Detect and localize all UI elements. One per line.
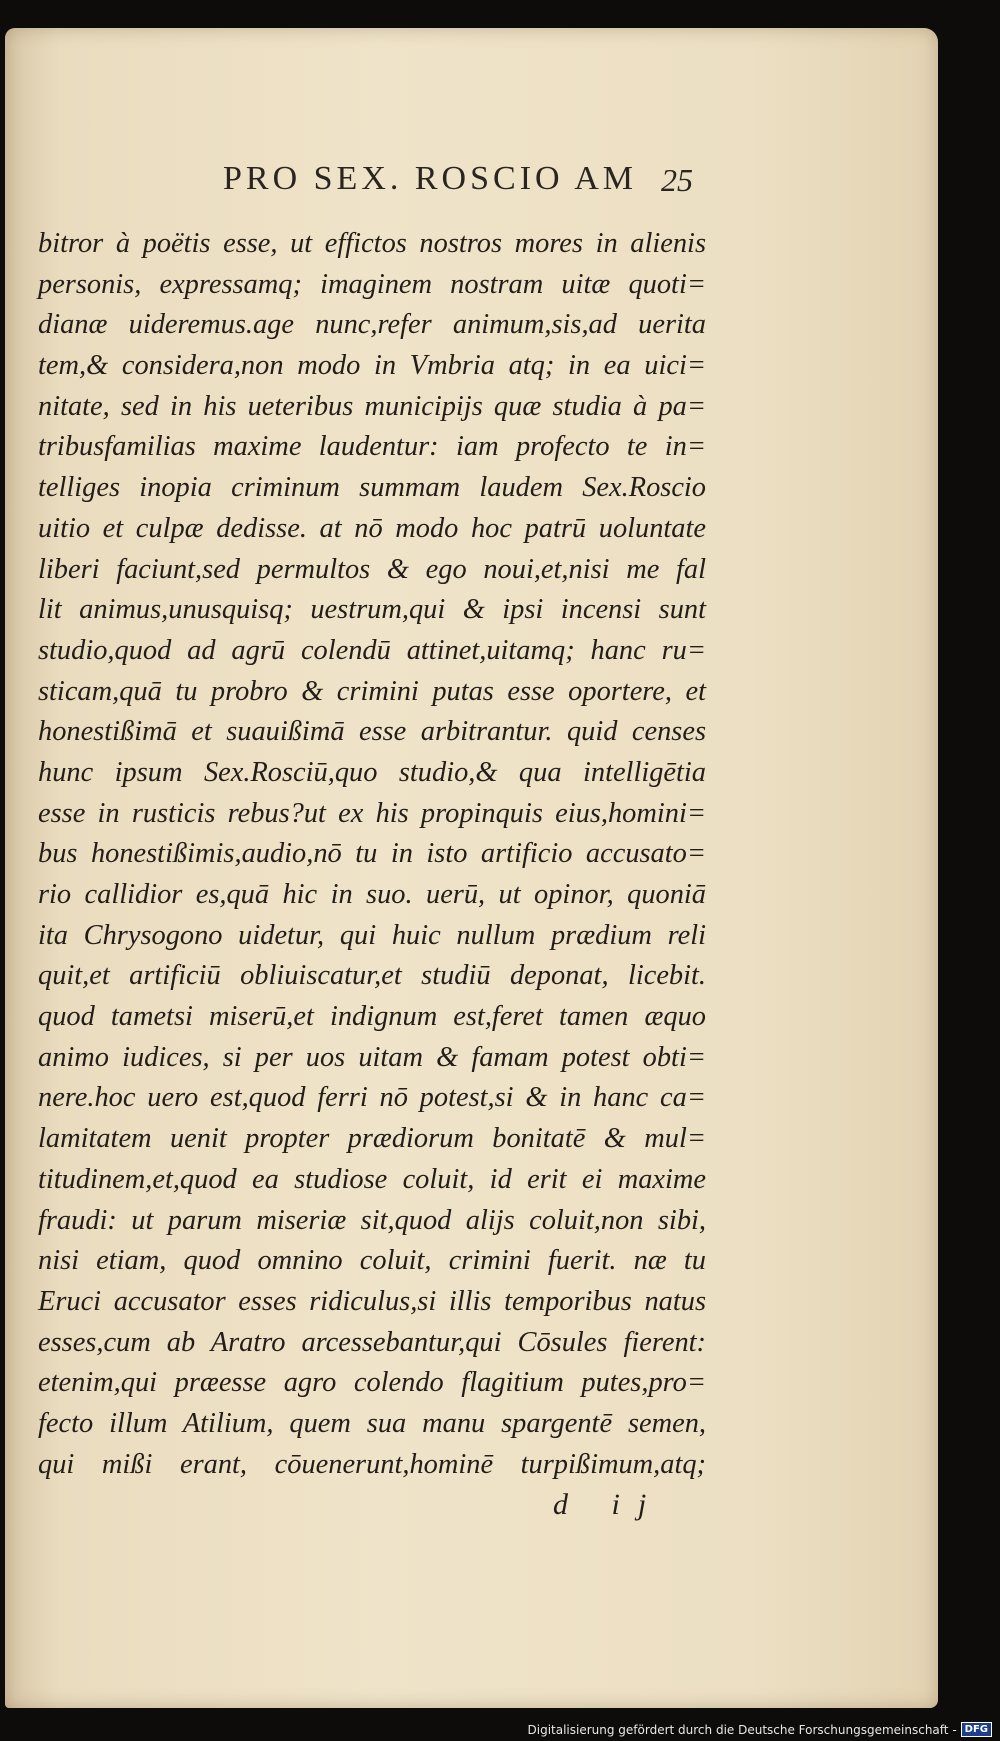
text-line: studio,quod ad agrū colendū attinet,uitamq; hanc ru= xyxy=(38,634,706,666)
text-line: nere.hoc uero est,quod ferri nō potest,si & in hanc ca= xyxy=(38,1082,706,1114)
text-line: lit animus,unusquisq; uestrum,qui & ipsi incensi sunt xyxy=(38,594,706,626)
text-line: telliges inopia criminum summam laudem Sex.Roscio xyxy=(38,472,706,504)
text-line: nitate, sed in his ueteribus municipijs quæ studia à pa= xyxy=(38,390,706,422)
text-line: titudinem,et,quod ea studiose coluit, id erit ei maxime xyxy=(38,1163,706,1195)
text-line: animo iudices, si per uos uitam & famam potest obti= xyxy=(38,1041,706,1073)
text-line: bitror à poëtis esse, ut effictos nostros mores in alienis xyxy=(38,228,706,259)
text-line: sticam,quā tu probro & crimini putas esse oportere, et xyxy=(38,675,706,707)
text-line: etenim,qui præesse agro colendo flagitium putes,pro= xyxy=(38,1367,706,1399)
text-line: tem,& considera,non modo in Vmbria atq; in ea uici= xyxy=(38,350,706,382)
page-number: 25 xyxy=(661,162,693,198)
text-line: Eruci accusator esses ridiculus,si illis temporibus natus xyxy=(38,1285,706,1317)
text-line: dianæ uideremus.age nunc,refer animum,sis,ad uerita xyxy=(38,309,706,341)
text-line: fraudi: ut parum miseriæ sit,quod alijs coluit,non sibi, xyxy=(38,1204,706,1236)
text-line: hunc ipsum Sex.Rosciū,quo studio,& qua intelligētia xyxy=(38,756,706,788)
text-line: quit,et artificiū obliuiscatur,et studiū deponat, licebit. xyxy=(38,960,706,992)
text-block xyxy=(38,224,706,1485)
running-head: PRO SEX. ROSCIO AM xyxy=(223,160,637,197)
signature-mark: d ij xyxy=(553,1488,665,1521)
text-line: bus honestißimis,audio,nō tu in isto artificio accusato= xyxy=(38,838,706,870)
text-line: personis, expressamq; imaginem nostram uitæ quoti= xyxy=(38,268,706,300)
text-line: quod tametsi miserū,et indignum est,feret tamen æquo xyxy=(38,1001,706,1033)
text-line: tribusfamilias maxime laudentur: iam profecto te in= xyxy=(38,431,706,463)
text-line: lamitatem uenit propter prædiorum bonitatē & mul= xyxy=(38,1123,706,1155)
text-line: ita Chrysogono uidetur, qui huic nullum prædium reli xyxy=(38,919,706,951)
text-line: honestißimā et suauißimā esse arbitrantur. quid censes xyxy=(38,716,706,748)
dfg-logo-icon: DFG xyxy=(961,1722,992,1737)
text-line: qui mißi erant, cōuenerunt,hominē turpißimum,atq; xyxy=(38,1448,706,1480)
text-line: esses,cum ab Aratro arcessebantur,qui Cōsules fierent: xyxy=(38,1326,706,1358)
text-line: nisi etiam, quod omnino coluit, crimini fuerit. næ tu xyxy=(38,1245,706,1277)
book-page xyxy=(5,28,938,1708)
digitization-footer xyxy=(528,1722,993,1737)
funding-credit: Digitalisierung gefördert durch die Deutsche Forschungsgemeinschaft - xyxy=(527,1722,957,1737)
text-line: uitio et culpæ dedisse. at nō modo hoc patrū uoluntate xyxy=(38,512,706,544)
text-line: esse in rusticis rebus?ut ex his propinquis eius,homini= xyxy=(38,797,706,829)
text-line: fecto illum Atilium, quem sua manu spargentē semen, xyxy=(38,1407,706,1439)
text-line: liberi faciunt,sed permultos & ego noui,et,nisi me fal xyxy=(38,553,706,585)
text-line: rio callidior es,quā hic in suo. uerū, ut opinor, quoniā xyxy=(38,879,706,910)
